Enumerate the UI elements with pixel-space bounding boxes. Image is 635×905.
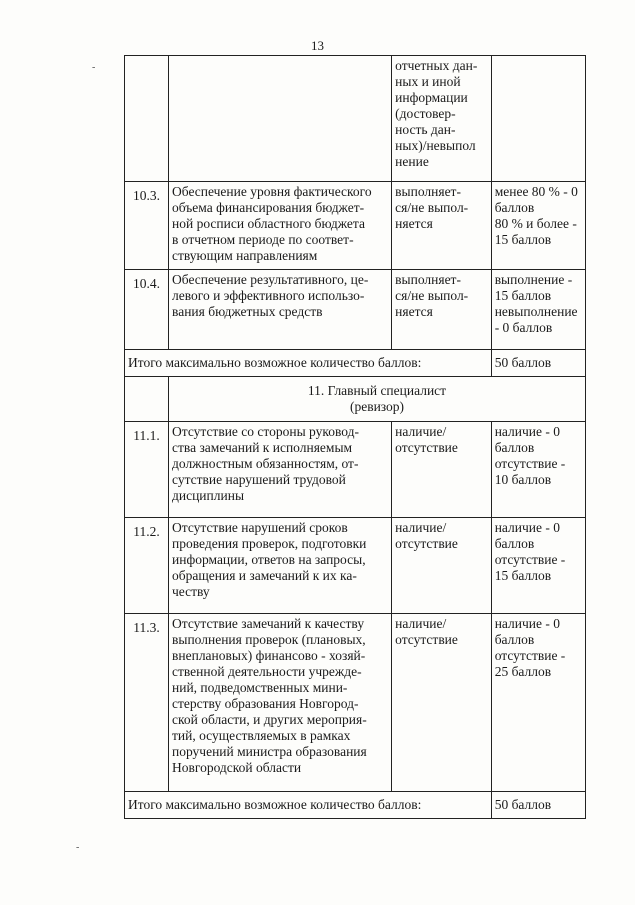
points-cell: менее 80 % - 0 баллов 80 % и более - 15 баллов xyxy=(491,182,585,270)
row-number xyxy=(125,56,169,182)
total-label: Итого максимально возможное количество баллов: xyxy=(125,350,492,377)
indicator-cell xyxy=(169,56,392,182)
page-number: 13 xyxy=(311,38,324,53)
points-cell: наличие - 0 баллов отсутствие - 25 баллов xyxy=(491,614,585,792)
indicator-cell: Обеспечение уровня фактического объема финансирования бюджет- ной росписи областного бюджета в отчетном периоде по соответ- ствующим направлениям xyxy=(169,182,392,270)
total-value: 50 баллов xyxy=(491,350,585,377)
criterion-cell: выполняет- ся/не выпол- няется xyxy=(392,182,492,270)
table-row xyxy=(125,614,586,792)
criterion-cell: выполняет- ся/не выпол- няется xyxy=(392,270,492,350)
table-row xyxy=(125,182,586,270)
points-cell: выполнение - 15 баллов невыполнение - 0 баллов xyxy=(491,270,585,350)
table-row xyxy=(125,518,586,614)
section-title: 11. Главный специалист (ревизор) xyxy=(169,377,586,422)
total-label: Итого максимально возможное количество баллов: xyxy=(125,792,492,819)
scan-speck: - xyxy=(92,62,96,73)
total-row xyxy=(125,792,586,819)
criterion-cell: наличие/ отсутствие xyxy=(392,518,492,614)
row-number: 11.1. xyxy=(125,422,169,518)
criterion-cell: наличие/ отсутствие xyxy=(392,422,492,518)
indicator-cell: Отсутствие со стороны руковод- ства замечаний к исполняемым должностным обязанностям, от- сутствие нарушений трудовой дисциплины xyxy=(169,422,392,518)
total-row xyxy=(125,350,586,377)
indicator-cell: Обеспечение результативного, це- левого и эффективного использо- вания бюджетных средств xyxy=(169,270,392,350)
indicator-cell: Отсутствие замечаний к качеству выполнения проверок (плановых, внеплановых) финансово - хозяй- ственной деятельности учрежде- ний, подведомственных мини- стерству образования Новгород- ской области, и других мероприя- тий, осуществляемых в рамках поручений министра образования Новгородской области xyxy=(169,614,392,792)
scan-speck: - xyxy=(76,842,80,853)
row-number: 11.3. xyxy=(125,614,169,792)
row-number: 10.4. xyxy=(125,270,169,350)
criterion-cell: наличие/ отсутствие xyxy=(392,614,492,792)
points-cell xyxy=(491,56,585,182)
criterion-cell: отчетных дан- ных и иной информации (достовер- ность дан- ных)/невыпол нение xyxy=(392,56,492,182)
indicator-cell: Отсутствие нарушений сроков проведения проверок, подготовки информации, ответов на запросы, обращения и замечаний к их ка- честву xyxy=(169,518,392,614)
points-cell: наличие - 0 баллов отсутствие - 10 баллов xyxy=(491,422,585,518)
table-row xyxy=(125,270,586,350)
row-number: 11.2. xyxy=(125,518,169,614)
empty-cell xyxy=(125,377,169,422)
criteria-table xyxy=(124,55,586,819)
row-number: 10.3. xyxy=(125,182,169,270)
total-value: 50 баллов xyxy=(491,792,585,819)
table-row xyxy=(125,422,586,518)
points-cell: наличие - 0 баллов отсутствие - 15 баллов xyxy=(491,518,585,614)
table-row xyxy=(125,56,586,182)
section-header-row xyxy=(125,377,586,422)
